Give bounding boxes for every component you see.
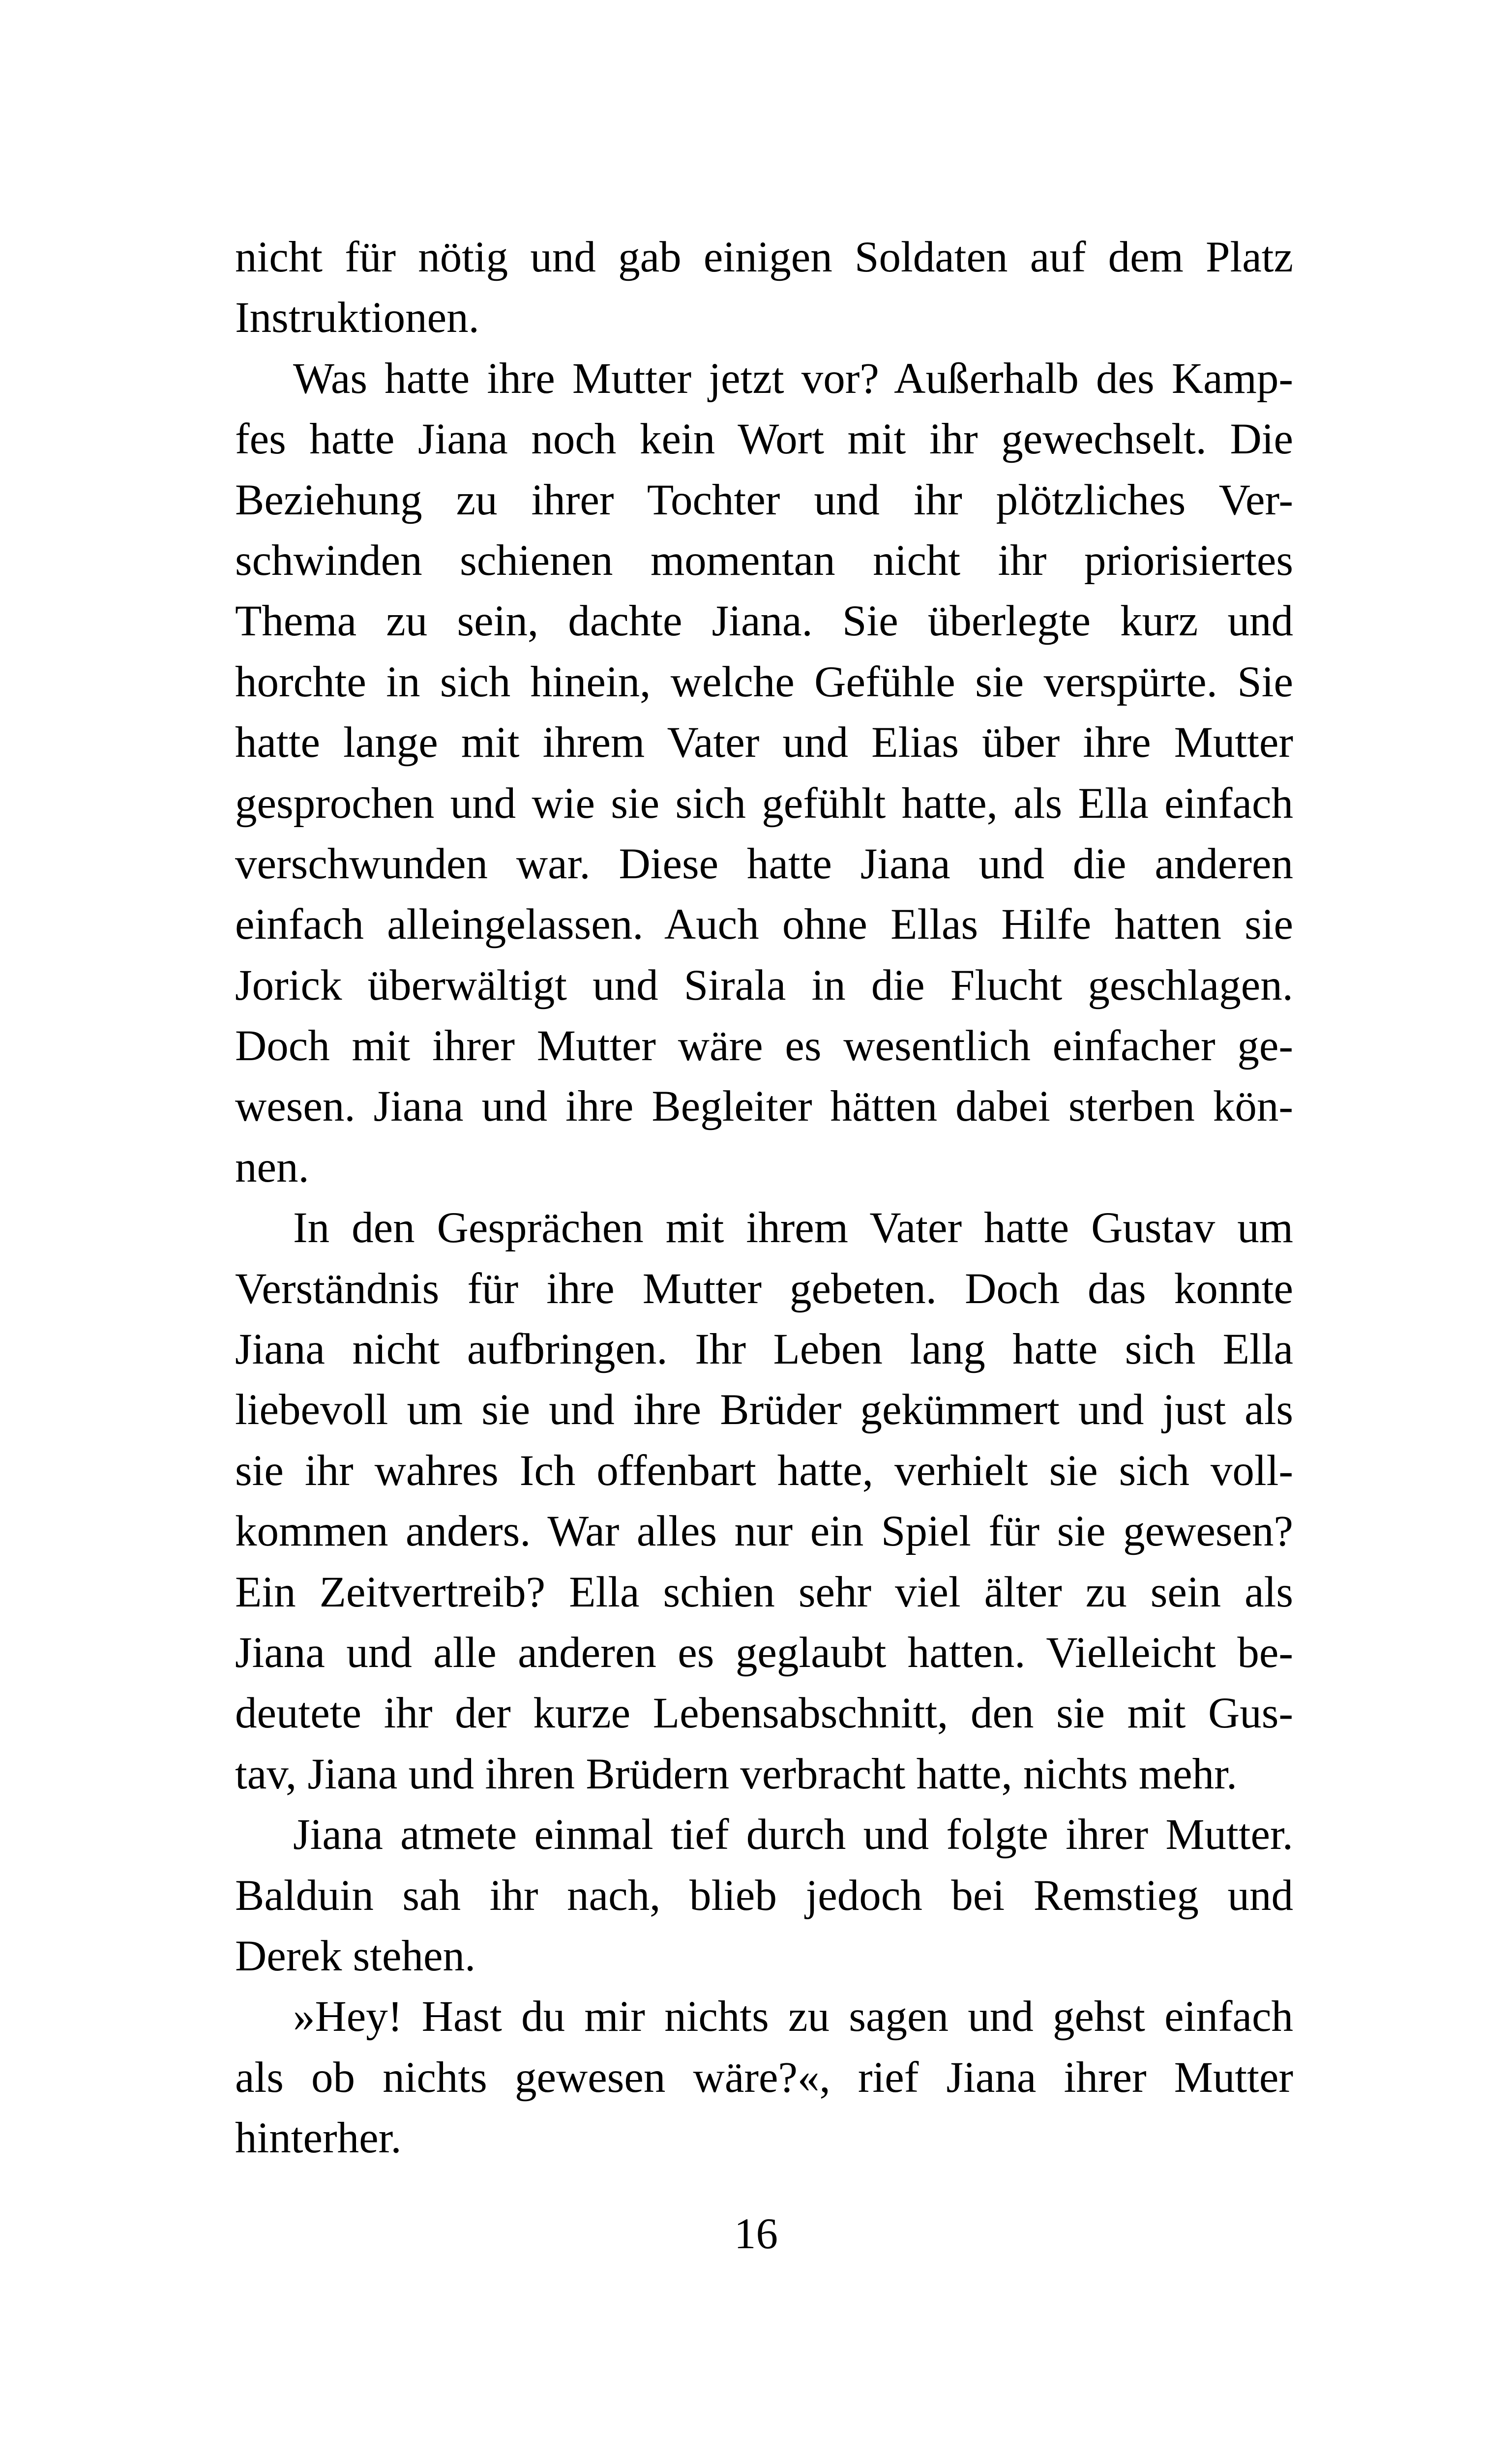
paragraph — [235, 1987, 1293, 2169]
paragraph — [235, 1198, 1293, 1805]
text-line: Was hatte ihre Mutter jetzt vor? Außerhalb des Kamp- — [293, 354, 1293, 403]
page-body-text — [235, 227, 1293, 2169]
text-line: hatte lange mit ihrem Vater und Elias über ihre Mutter — [235, 718, 1293, 767]
text-line: Beziehung zu ihrer Tochter und ihr plötzliches Ver- — [235, 476, 1293, 524]
text-line: gesprochen und wie sie sich gefühlt hatte, als Ella einfach — [235, 779, 1293, 828]
text-line: einfach alleingelassen. Auch ohne Ellas Hilfe hatten sie — [235, 900, 1293, 949]
text-line: Instruktionen. — [235, 294, 479, 342]
text-line: hinterher. — [235, 2114, 402, 2163]
page-number: 16 — [734, 2210, 778, 2258]
text-line: tav, Jiana und ihren Brüdern verbracht hatte, nichts mehr. — [235, 1750, 1238, 1798]
text-line: kommen anders. War alles nur ein Spiel für sie gewesen? — [235, 1507, 1293, 1556]
text-line: als ob nichts gewesen wäre?«, rief Jiana ihrer Mutter — [235, 2053, 1293, 2102]
paragraph — [235, 349, 1293, 1198]
text-line: Jorick überwältigt und Sirala in die Flucht geschlagen. — [235, 961, 1293, 1010]
text-line: Ein Zeitvertreib? Ella schien sehr viel älter zu sein als — [235, 1568, 1293, 1616]
text-line: verschwunden war. Diese hatte Jiana und die anderen — [235, 839, 1293, 888]
paragraph — [235, 227, 1293, 349]
text-line: nen. — [235, 1143, 309, 1191]
text-line: In den Gesprächen mit ihrem Vater hatte Gustav um — [293, 1204, 1293, 1252]
text-line: schwinden schienen momentan nicht ihr priorisiertes — [235, 536, 1293, 585]
paragraph — [235, 1805, 1293, 1987]
text-line: Derek stehen. — [235, 1932, 476, 1980]
text-line: Doch mit ihrer Mutter wäre es wesentlich einfacher ge- — [235, 1022, 1293, 1070]
text-line: Verständnis für ihre Mutter gebeten. Doch das konnte — [235, 1264, 1293, 1313]
text-line: liebevoll um sie und ihre Brüder gekümmert und just als — [235, 1386, 1293, 1434]
text-line: sie ihr wahres Ich offenbart hatte, verhielt sie sich voll- — [235, 1446, 1293, 1495]
text-line: horchte in sich hinein, welche Gefühle sie verspürte. Sie — [235, 657, 1293, 706]
text-line: »Hey! Hast du mir nichts zu sagen und gehst einfach — [293, 1992, 1293, 2041]
text-line: wesen. Jiana und ihre Begleiter hätten dabei sterben kön- — [235, 1082, 1293, 1131]
text-line: Jiana und alle anderen es geglaubt hatten. Vielleicht be- — [235, 1628, 1293, 1677]
text-line: Thema zu sein, dachte Jiana. Sie überlegte kurz und — [235, 597, 1293, 646]
text-line: fes hatte Jiana noch kein Wort mit ihr gewechselt. Die — [235, 415, 1293, 464]
text-line: Jiana nicht aufbringen. Ihr Leben lang hatte sich Ella — [235, 1325, 1293, 1374]
text-line: Balduin sah ihr nach, blieb jedoch bei Remstieg und — [235, 1871, 1293, 1920]
text-line: deutete ihr der kurze Lebensabschnitt, den sie mit Gus- — [235, 1689, 1293, 1738]
text-line: Jiana atmete einmal tief durch und folgte ihrer Mutter. — [293, 1811, 1293, 1859]
text-line: nicht für nötig und gab einigen Soldaten auf dem Platz — [235, 233, 1293, 281]
